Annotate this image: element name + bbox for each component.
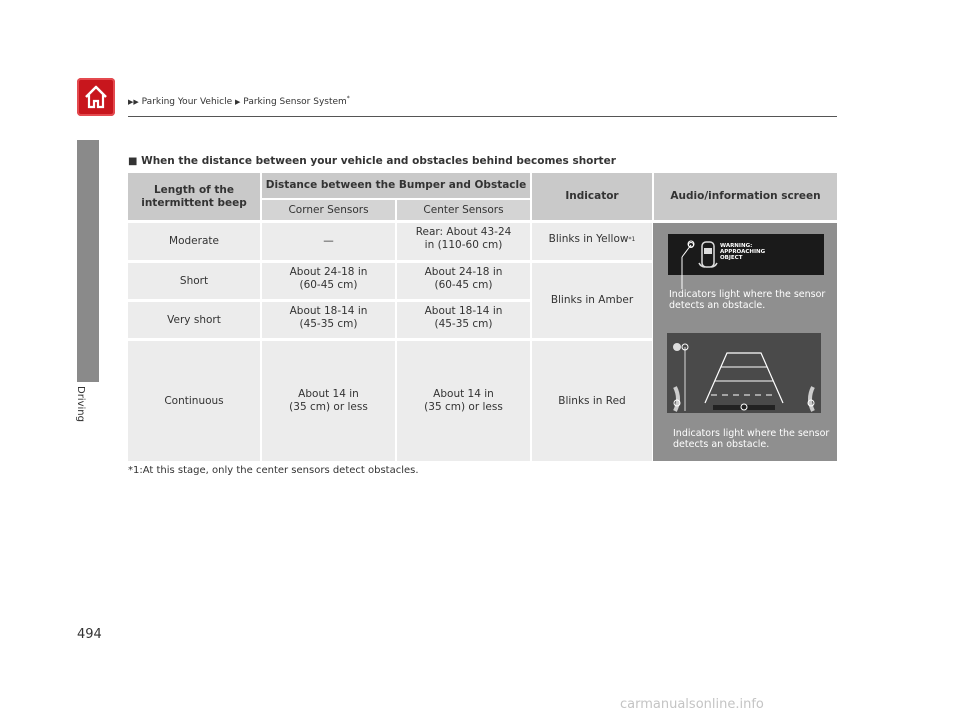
- table-row-corner: About 14 in (35 cm) or less: [262, 341, 395, 461]
- header-distance: Distance between the Bumper and Obstacle: [262, 173, 530, 198]
- header-indicator: Indicator: [532, 173, 652, 220]
- breadcrumb: [128, 95, 350, 107]
- page-number: 494: [77, 627, 102, 642]
- option-mark: *: [346, 95, 350, 102]
- rear-view-icon: [667, 333, 821, 413]
- square-bullet-icon: ■: [128, 156, 138, 167]
- table-row-indicator-amber: Blinks in Amber: [532, 263, 652, 338]
- section-tab: [77, 140, 99, 422]
- info-screen-illustration: [653, 223, 837, 461]
- table-row-indicator: Blinks in Yellow *1: [532, 223, 652, 260]
- caption-top: Indicators light where the sensor detects an obstacle.: [669, 289, 826, 311]
- table-row-center: About 14 in (35 cm) or less: [397, 341, 530, 461]
- header-corner: Corner Sensors: [262, 200, 395, 220]
- watermark: carmanualsonline.info: [620, 697, 764, 712]
- header-rule: [128, 116, 837, 117]
- table-row-corner: About 18-14 in (45-35 cm): [262, 302, 395, 338]
- caption-bottom: Indicators light where the sensor detects an obstacle.: [673, 428, 830, 450]
- footnote-ref[interactable]: *1: [628, 236, 636, 243]
- home-icon[interactable]: [77, 78, 115, 116]
- header-audio: Audio/information screen: [654, 173, 837, 220]
- breadcrumb-item-sensor[interactable]: Parking Sensor System: [243, 97, 347, 107]
- table-row-beep: Moderate: [128, 223, 260, 260]
- table-row-center: About 18-14 in (45-35 cm): [397, 302, 530, 338]
- warning-text: WARNING: APPROACHING OBJECT: [720, 243, 766, 261]
- breadcrumb-item-parking[interactable]: Parking Your Vehicle: [141, 97, 233, 107]
- table-row-beep: Short: [128, 263, 260, 299]
- rear-camera-screen: [667, 333, 821, 413]
- table-row-beep: Continuous: [128, 341, 260, 461]
- section-label: Driving: [75, 386, 86, 422]
- chevron-right-icon: ▶: [235, 98, 241, 106]
- table-row-corner: About 24-18 in (60-45 cm): [262, 263, 395, 299]
- header-center: Center Sensors: [397, 200, 530, 220]
- table-row-center: Rear: About 43-24 in (110-60 cm): [397, 223, 530, 260]
- house-icon: [82, 83, 110, 111]
- table-row-indicator: Blinks in Red: [532, 341, 652, 461]
- header-beep: Length of the intermittent beep: [128, 173, 260, 220]
- table-row-center: About 24-18 in (60-45 cm): [397, 263, 530, 299]
- table-row-beep: Very short: [128, 302, 260, 338]
- section-heading: ■ When the distance between your vehicle and obstacles behind becomes shorter: [128, 155, 616, 167]
- footnote: *1:At this stage, only the center sensors detect obstacles.: [128, 465, 419, 476]
- chevron-right-icon: ▶▶: [128, 98, 139, 106]
- table-row-corner: —: [262, 223, 395, 260]
